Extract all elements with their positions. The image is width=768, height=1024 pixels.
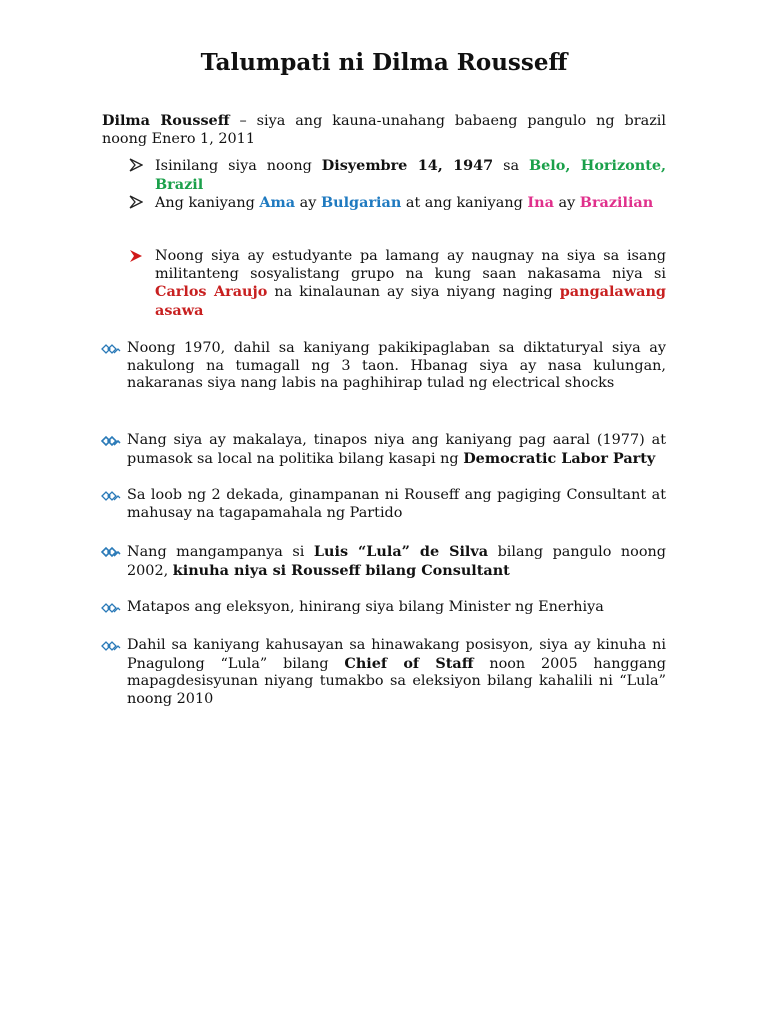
quad-diamond-bullet-icon	[101, 546, 121, 560]
quad-diamond-bullet-icon	[101, 343, 121, 357]
bullet-birth-sa: sa	[493, 158, 529, 174]
mother-label: Ina	[527, 194, 554, 211]
quad-diamond-bullet-icon	[101, 640, 121, 654]
arrowhead-bullet-icon	[129, 195, 145, 211]
party-name: Democratic Labor Party	[463, 449, 656, 467]
consultant-appointment: kinuha niya si Rousseff bilang Consultant	[172, 561, 510, 579]
campaign-text-2: bilang pangulo noong 2002,	[127, 544, 666, 579]
bullet-parents	[155, 194, 666, 213]
lula-name: Luis “Lula” de Silva	[313, 543, 489, 560]
student-text-1: Noong siya ay estudyante pa lamang ay naugnay na siya sa isang militanteng sosyalistang grupo na kung saan nakasama niya si	[155, 248, 666, 282]
document-title: Talumpati ni Dilma Rousseff	[200, 49, 568, 76]
student-text-2: na kinalaunan ay siya niyang naging	[267, 284, 560, 300]
red-arrowhead-bullet-icon	[129, 249, 145, 265]
quad-diamond-bullet-icon	[101, 435, 121, 449]
item-imprisonment: Noong 1970, dahil sa kaniyang pakikipaglaban sa diktaturyal siya ay nakulong na tumagall ng 3 taon. Hbanag siya ay nasa kulungan, nakaranas siya nang labis na paghihirap tulad ng electrical shocks	[127, 340, 666, 391]
birth-place: Belo, Horizonte, Brazil	[155, 157, 667, 193]
parents-text-4: ay	[553, 195, 580, 211]
chief-text-2: noon 2005 hanggang mapagdesisyunan niyang tumakbo sa eleksiyon bilang kahalili ni “Lula” noong 2010	[127, 655, 667, 707]
item-chief-of-staff	[127, 637, 666, 708]
father-label: Ama	[259, 194, 296, 211]
quad-diamond-bullet-icon	[101, 602, 121, 616]
parents-text-1: Ang kaniyang	[155, 195, 260, 211]
mother-nationality: Brazilian	[579, 194, 654, 211]
item-consultant: Sa loob ng 2 dekada, ginampanan ni Rouseff ang pagiging Consultant at mahusay na tagapamahala ng Partido	[127, 487, 666, 521]
chief-of-staff: Chief of Staff	[344, 654, 474, 672]
father-nationality: Bulgarian	[320, 194, 402, 211]
item-minister: Matapos ang eleksyon, hinirang siya bilang Minister ng Enerhiya	[127, 599, 604, 615]
carlos-araujo: Carlos Araujo	[155, 283, 268, 300]
parents-text-3: at ang kaniyang	[401, 195, 528, 211]
intro-name: Dilma Rousseff	[102, 112, 230, 129]
campaign-text-1: Nang mangampanya si	[127, 544, 314, 560]
chief-text-1: Dahil sa kaniyang kahusayan sa hinawakang posisyon, siya ay kinuha ni Pnagulong “Lula” bilang	[127, 637, 666, 672]
bullet-birth-text: Isinilang siya noong	[155, 158, 322, 174]
quad-diamond-bullet-icon	[101, 490, 121, 504]
second-spouse: pangalawang asawa	[155, 283, 666, 319]
arrowhead-bullet-icon	[129, 158, 145, 174]
education-text: Nang siya ay makalaya, tinapos niya ang kaniyang pag aaral (1977) at pumasok sa local na politika bilang kasapi ng	[127, 432, 666, 467]
item-campaign	[127, 543, 666, 580]
item-education	[127, 432, 666, 468]
parents-text-2: ay	[295, 195, 321, 211]
intro-paragraph	[102, 112, 666, 148]
bullet-student	[155, 248, 666, 320]
intro-text: – siya ang kauna-unahang babaeng pangulo ng brazil noong Enero 1, 2011	[102, 113, 666, 147]
bullet-birth	[155, 157, 666, 194]
birth-date: Disyembre 14, 1947	[321, 157, 494, 174]
